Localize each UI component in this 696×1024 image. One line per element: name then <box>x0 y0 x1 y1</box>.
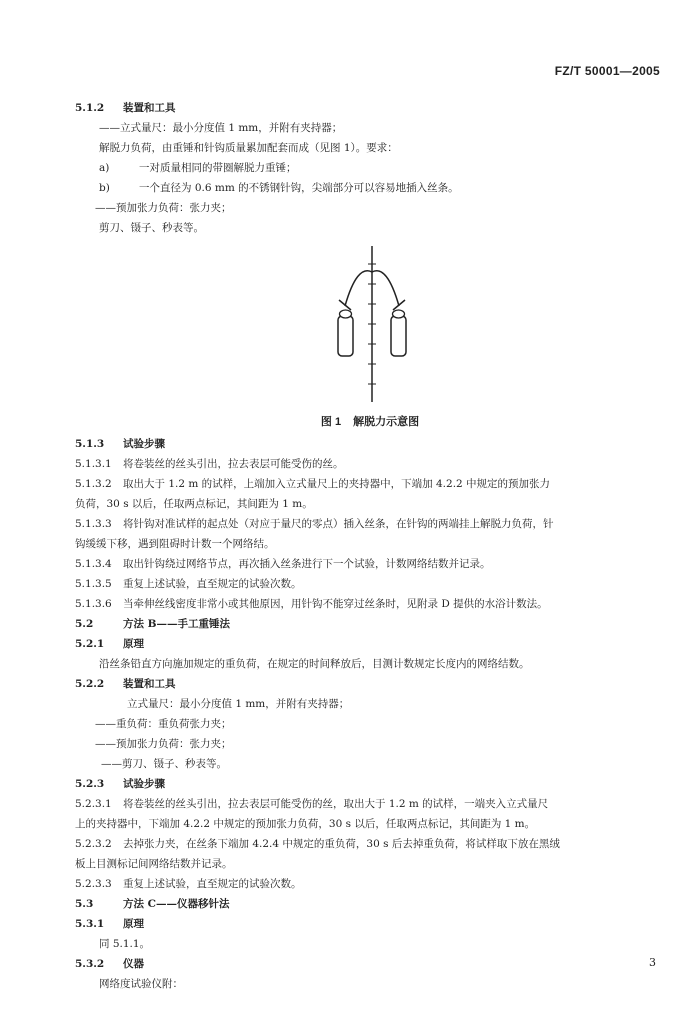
clause-text: 取出针钩绕过网络节点，再次插入丝条进行下一个试验，计数网络结数并记录。 <box>123 558 491 570</box>
clause-number: 5.1.3.1 <box>75 458 112 470</box>
clause-text: 将针钩对准试样的起点处（对应于量尺的零点）插入丝条，在针钩的两端挂上解脱力负荷，针 <box>123 518 554 530</box>
section-title: 原理 <box>123 918 144 930</box>
figure-caption <box>75 410 665 434</box>
clause-text: 取出大于 1.2 m 的试样，上端加入立式量尺上的夹持器中，下端加 4.2.2 中规定的预加张力 <box>123 478 551 490</box>
section-number: 5.2.2 <box>75 678 105 690</box>
clause-5-2-3-1 <box>75 794 665 814</box>
document-body <box>75 98 665 994</box>
list-text: 一对质量相同的带圈解脱力重锤； <box>139 162 297 174</box>
clause-5-1-3-6 <box>75 594 665 614</box>
section-title: 仪器 <box>123 958 144 970</box>
section-number: 5.3 <box>75 898 94 910</box>
section-number: 5.3.2 <box>75 958 105 970</box>
list-item-a <box>75 158 665 178</box>
paragraph-line: ——预加张力负荷：张力夹； <box>95 738 232 750</box>
paragraph-line: 同 5.1.1。 <box>99 938 151 950</box>
clause-number: 5.1.3.3 <box>75 518 112 530</box>
section-heading-5-3-1 <box>75 914 665 934</box>
section-heading-5-1-3 <box>75 434 665 454</box>
clause-5-1-3-2 <box>75 474 665 494</box>
clause-number: 5.2.3.3 <box>75 878 112 890</box>
clause-continuation: 板上目测标记间网络结数并记录。 <box>75 858 233 870</box>
clause-continuation: 负荷，30 s 以后，任取两点标记，其间距为 1 m。 <box>75 498 313 510</box>
clause-text: 将卷装丝的丝头引出，拉去表层可能受伤的丝。 <box>123 458 344 470</box>
right-weight <box>391 316 406 356</box>
section-heading-5-3 <box>75 894 665 914</box>
clause-continuation: 上的夹持器中，下端加 4.2.2 中规定的预加张力负荷，30 s 以后，任取两点标记，其间距为 1 m。 <box>75 818 536 830</box>
section-number: 5.1.3 <box>75 438 105 450</box>
clause-5-2-3-2 <box>75 834 665 854</box>
paragraph-line: 沿丝条铅直方向施加规定的重负荷，在规定的时间释放后，目测计数规定长度内的网络结数。 <box>99 658 530 670</box>
document-code: FZ/T 50001—2005 <box>554 64 660 78</box>
section-heading-5-2-3 <box>75 774 665 794</box>
section-heading-5-1-2 <box>75 98 665 118</box>
section-heading-5-2 <box>75 614 665 634</box>
detachment-force-diagram <box>327 244 417 404</box>
figure-label: 图 1 <box>320 416 342 428</box>
section-number: 5.3.1 <box>75 918 105 930</box>
paragraph-line: ——预加张力负荷：张力夹； <box>95 202 232 214</box>
clause-continuation: 钩缓缓下移，遇到阻碍时计数一个网络结。 <box>75 538 275 550</box>
section-title: 原理 <box>123 638 144 650</box>
clause-5-1-3-5 <box>75 574 665 594</box>
paragraph-line: 网络度试验仪附： <box>99 978 183 990</box>
section-title: 方法 B——手工重锤法 <box>123 618 231 630</box>
section-title: 装置和工具 <box>123 678 176 690</box>
section-title: 试验步骤 <box>123 778 165 790</box>
paragraph-line: ——立式量尺：最小分度值 1 mm，并附有夹持器； <box>99 122 343 134</box>
clause-5-1-3-1 <box>75 454 665 474</box>
clause-text: 重复上述试验，直至规定的试验次数。 <box>123 578 302 590</box>
clause-5-2-3-3 <box>75 874 665 894</box>
figure-1-diagram <box>75 238 665 410</box>
clause-number: 5.2.3.2 <box>75 838 112 850</box>
clause-text: 重复上述试验，直至规定的试验次数。 <box>123 878 302 890</box>
left-weight <box>338 316 353 356</box>
paragraph-line: ——剪刀、镊子、秒表等。 <box>101 758 227 770</box>
clause-5-1-3-3 <box>75 514 665 534</box>
clause-text: 将卷装丝的丝头引出，拉去表层可能受伤的丝，取出大于 1.2 m 的试样，一端夹入立式量尺 <box>123 798 549 810</box>
page-number: 3 <box>649 956 656 969</box>
clause-number: 5.1.3.6 <box>75 598 112 610</box>
list-marker: a) <box>99 162 110 174</box>
clause-5-1-3-4 <box>75 554 665 574</box>
clause-number: 5.2.3.1 <box>75 798 112 810</box>
section-number: 5.1.2 <box>75 102 105 114</box>
section-number: 5.2.1 <box>75 638 105 650</box>
section-heading-5-2-1 <box>75 634 665 654</box>
clause-text: 当牵伸丝线密度非常小或其他原因，用针钩不能穿过丝条时，见附录 D 提供的水浴计数法。 <box>123 598 548 610</box>
section-title: 装置和工具 <box>123 102 176 114</box>
section-number: 5.2.3 <box>75 778 105 790</box>
section-title: 试验步骤 <box>123 438 165 450</box>
paragraph-line: 剪刀、镊子、秒表等。 <box>99 222 204 234</box>
section-number: 5.2 <box>75 618 94 630</box>
figure-title: 解脱力示意图 <box>353 416 420 428</box>
list-item-b <box>75 178 665 198</box>
section-heading-5-3-2 <box>75 954 665 974</box>
paragraph-line: 解脱力负荷，由重锤和针钩质量累加配套而成（见图 1）。要求： <box>99 142 398 154</box>
section-title: 方法 C——仪器移针法 <box>123 898 230 910</box>
clause-number: 5.1.3.2 <box>75 478 112 490</box>
clause-text: 去掉张力夹，在丝条下端加 4.2.4 中规定的重负荷，30 s 后去掉重负荷，将试样取下放在黑绒 <box>123 838 560 850</box>
paragraph-line: ——重负荷：重负荷张力夹； <box>95 718 232 730</box>
section-heading-5-2-2 <box>75 674 665 694</box>
list-marker: b) <box>99 182 110 194</box>
list-text: 一个直径为 0.6 mm 的不锈钢针钩，尖端部分可以容易地插入丝条。 <box>139 182 459 194</box>
clause-number: 5.1.3.4 <box>75 558 112 570</box>
clause-number: 5.1.3.5 <box>75 578 112 590</box>
paragraph-line: 立式量尺：最小分度值 1 mm，并附有夹持器； <box>127 698 350 710</box>
